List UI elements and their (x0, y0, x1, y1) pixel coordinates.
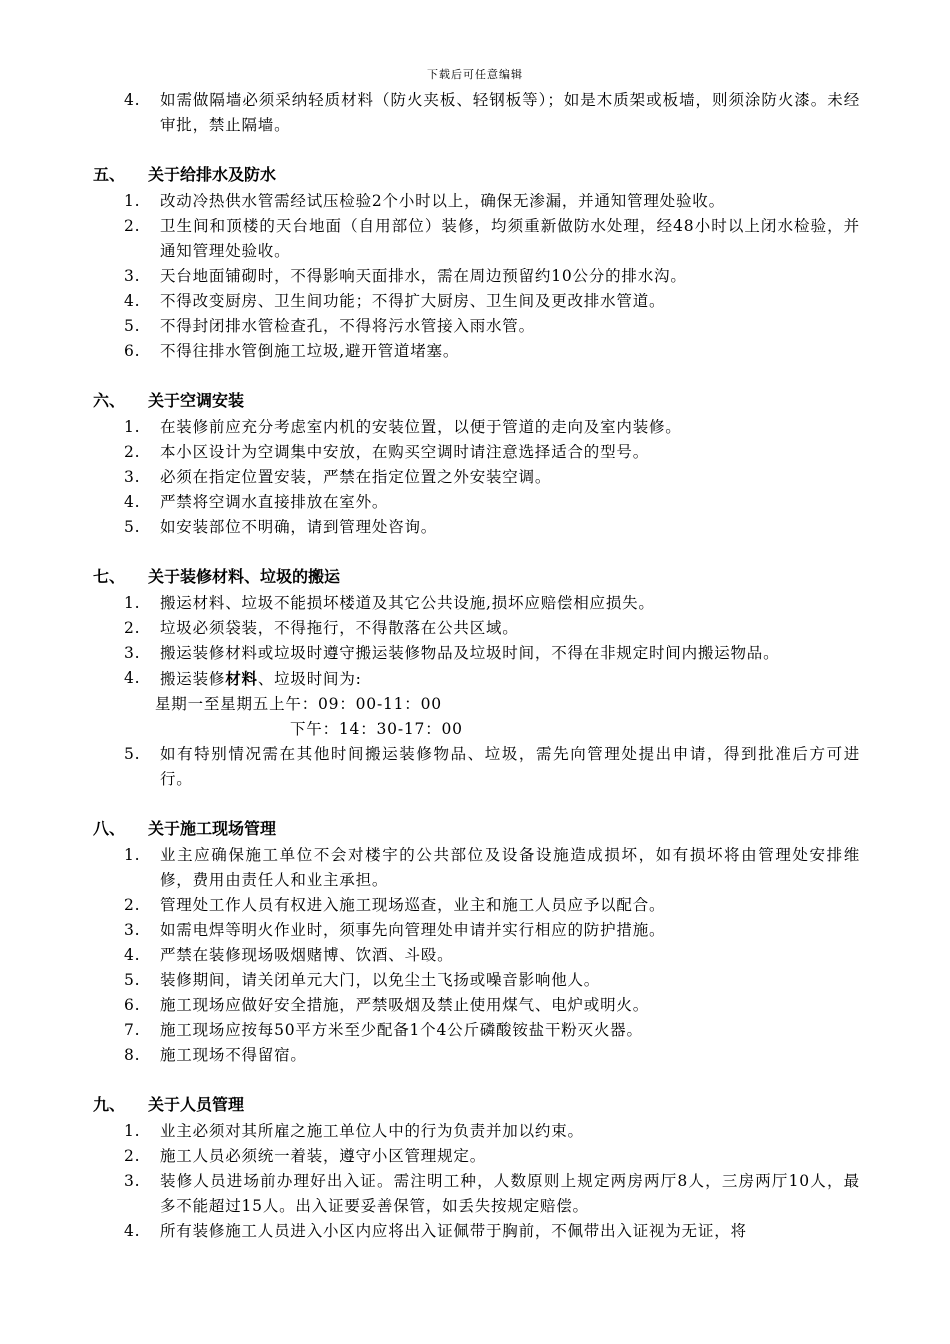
schedule-line (0, 692, 950, 717)
item-text: 改动冷热供水管需经试压检验2个小时以上，确保无渗漏，并通知管理处验收。 (160, 192, 725, 210)
item-number: 6. (124, 342, 141, 360)
item-number: 4. (124, 493, 141, 511)
item-text: 施工现场应按每50平方米至少配备1个4公斤磷酸铵盐干粉灭火器。 (160, 1021, 643, 1039)
item-text: 不得改变厨房、卫生间功能；不得扩大厨房、卫生间及更改排水管道。 (160, 292, 666, 310)
section-heading (0, 162, 950, 187)
section-title: 关于给排水及防水 (148, 165, 277, 184)
item-number: 4. (124, 1222, 141, 1240)
item-text: 严禁将空调水直接排放在室外。 (160, 493, 389, 511)
item-number: 7. (124, 1021, 141, 1039)
list-item (0, 314, 950, 339)
item-number: 1. (124, 594, 141, 612)
item-text: 在装修前应充分考虑室内机的安装位置，以便于管道的走向及室内装修。 (160, 418, 682, 436)
item-text: 搬运装修材料或垃圾时遵守搬运装修物品及垃圾时间，不得在非规定时间内搬运物品。 (160, 644, 780, 662)
list-item (0, 490, 950, 515)
item-number: 3. (124, 468, 141, 486)
section-number: 九、 (93, 1095, 126, 1114)
section-heading (0, 564, 950, 589)
list-item (0, 1144, 950, 1169)
item-text: 管理处工作人员有权进入施工现场巡查，业主和施工人员应予以配合。 (160, 896, 666, 914)
section-number: 五、 (93, 165, 126, 184)
section-heading (0, 816, 950, 841)
list-item (0, 339, 950, 364)
section-heading (0, 388, 950, 413)
item-number: 4. (124, 292, 141, 310)
list-item (0, 1043, 950, 1068)
section-number: 七、 (93, 567, 126, 586)
list-item (0, 591, 950, 616)
list-item (0, 993, 950, 1018)
item-text-bold: 材料 (225, 669, 258, 688)
list-item (0, 264, 950, 289)
item-number: 4. (124, 946, 141, 964)
list-item (0, 943, 950, 968)
item-text: 业主必须对其所雇之施工单位人中的行为负责并加以约束。 (160, 1122, 584, 1140)
item-text: 不得往排水管倒施工垃圾,避开管道堵塞。 (160, 342, 460, 360)
item-number: 1. (124, 418, 141, 436)
list-item (0, 440, 950, 465)
item-text: 如需电焊等明火作业时，须事先向管理处申请并实行相应的防护措施。 (160, 921, 666, 939)
list-item (0, 88, 950, 138)
list-item (0, 1119, 950, 1144)
section-number: 八、 (93, 819, 126, 838)
item-text: 施工现场应做好安全措施，严禁吸烟及禁止使用煤气、电炉或明火。 (160, 996, 650, 1014)
item-text: 严禁在装修现场吸烟赌博、饮酒、斗殴。 (160, 946, 454, 964)
list-item (0, 843, 950, 893)
list-item (0, 968, 950, 993)
list-item (0, 189, 950, 214)
list-item (0, 616, 950, 641)
item-number: 2. (124, 896, 141, 914)
item-number: 2. (124, 1147, 141, 1165)
item-number: 5. (124, 971, 141, 989)
item-number: 1. (124, 846, 141, 864)
item-number: 1. (124, 1122, 141, 1140)
list-item (0, 893, 950, 918)
item-text: 如有特别情况需在其他时间搬运装修物品、垃圾，需先向管理处提出申请，得到批准后方可进行。 (160, 745, 860, 788)
list-item (0, 918, 950, 943)
item-text-post: 、垃圾时间为: (257, 670, 362, 688)
item-text: 如需做隔墙必须采纳轻质材料（防火夹板、轻钢板等）；如是木质架或板墙，则须涂防火漆。未经审批，禁止隔墙。 (160, 91, 860, 134)
item-number: 2. (124, 443, 141, 461)
section-title: 关于空调安装 (148, 391, 245, 410)
item-text: 不得封闭排水管检查孔，不得将污水管接入雨水管。 (160, 317, 535, 335)
item-number: 3. (124, 921, 141, 939)
section-title: 关于施工现场管理 (148, 819, 277, 838)
list-item (0, 515, 950, 540)
list-item (0, 1018, 950, 1043)
item-number: 5. (124, 518, 141, 536)
item-text: 卫生间和顶楼的天台地面（自用部位）装修，均须重新做防水处理，经48小时以上闭水检验，并通知管理处验收。 (160, 217, 860, 260)
list-item (0, 1169, 950, 1219)
item-text: 必须在指定位置安装，严禁在指定位置之外安装空调。 (160, 468, 552, 486)
item-number: 8. (124, 1046, 141, 1064)
section-heading (0, 1092, 950, 1117)
item-number: 4. (124, 669, 141, 687)
item-number: 1. (124, 192, 141, 210)
section-number: 六、 (93, 391, 126, 410)
schedule-line (0, 717, 950, 742)
item-number: 2. (124, 619, 141, 637)
section-title: 关于装修材料、垃圾的搬运 (148, 567, 341, 586)
list-item (0, 666, 950, 692)
item-text: 天台地面铺砌时，不得影响天面排水，需在周边预留约10公分的排水沟。 (160, 267, 687, 285)
list-item (0, 641, 950, 666)
item-number: 2. (124, 217, 141, 235)
list-item (0, 289, 950, 314)
item-text (160, 666, 860, 692)
item-text: 装修人员进场前办理好出入证。需注明工种，人数原则上规定两房两厅8人，三房两厅10人，最多不能超过15人。出入证要妥善保管，如丢失按规定赔偿。 (160, 1172, 860, 1215)
list-item (0, 415, 950, 440)
schedule-afternoon: 下午：14：30-17：00 (290, 720, 463, 738)
item-text: 业主应确保施工单位不会对楼宇的公共部位及设备设施造成损坏，如有损坏将由管理处安排维修，费用由责任人和业主承担。 (160, 846, 860, 889)
item-number: 3. (124, 644, 141, 662)
item-number: 4. (124, 91, 141, 109)
page-header: 下载后可任意编辑 (427, 68, 523, 81)
list-item (0, 465, 950, 490)
section-title: 关于人员管理 (148, 1095, 245, 1114)
list-item (0, 1219, 950, 1244)
item-number: 5. (124, 317, 141, 335)
item-text: 施工人员必须统一着装，遵守小区管理规定。 (160, 1147, 487, 1165)
item-text: 本小区设计为空调集中安放，在购买空调时请注意选择适合的型号。 (160, 443, 650, 461)
item-number: 6. (124, 996, 141, 1014)
item-text: 搬运材料、垃圾不能损坏楼道及其它公共设施,损坏应赔偿相应损失。 (160, 594, 655, 612)
list-item (0, 214, 950, 264)
item-number: 5. (124, 745, 141, 763)
item-number: 3. (124, 1172, 141, 1190)
item-text: 如安装部位不明确，请到管理处咨询。 (160, 518, 438, 536)
schedule-weekday-morning: 星期一至星期五上午：09：00-11：00 (155, 695, 442, 713)
document-body (0, 88, 950, 1244)
item-text-pre: 搬运装修 (160, 670, 226, 688)
item-number: 3. (124, 267, 141, 285)
item-text: 装修期间，请关闭单元大门，以免尘土飞扬或噪音影响他人。 (160, 971, 601, 989)
list-item (0, 742, 950, 792)
item-text: 垃圾必须袋装，不得拖行，不得散落在公共区域。 (160, 619, 519, 637)
item-text: 施工现场不得留宿。 (160, 1046, 307, 1064)
item-text: 所有装修施工人员进入小区内应将出入证佩带于胸前，不佩带出入证视为无证，将 (160, 1222, 747, 1240)
